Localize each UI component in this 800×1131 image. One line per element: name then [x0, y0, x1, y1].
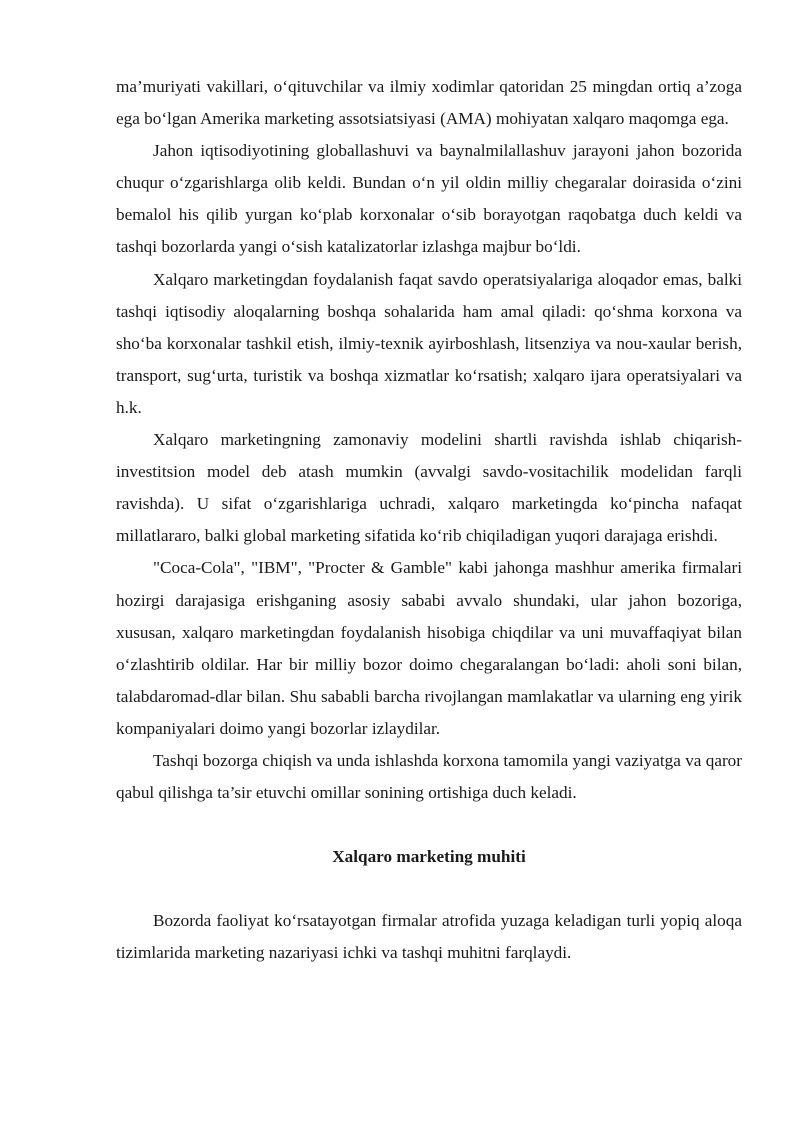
paragraph-american-firms: "Coca-Cola", "IBM", "Procter & Gamble" kabi jahonga mashhur amerika firmalari hozirgi darajasiga erishganing asosiy sababi avvalo shundaki, ular jahon bozoriga, xususan, xalqaro marketingdan foydalanish hisobiga chiqdilar va uni muvaffaqiyat bilan o‘zlashtirib oldilar. Har bir milliy bozor doimo chegaralangan bo‘ladi: aholi soni bilan, talabdaromad-dlar bilan. Shu sababli barcha rivojlangan mamlakatlar va ularning eng yirik kompaniyalari doimo yangi bozorlar izlaydilar. [116, 558, 742, 738]
paragraph-international-marketing-use: Xalqaro marketingdan foydalanish faqat savdo operatsiyalariga aloqador emas, balki tashqi iqtisodiy aloqalarning boshqa sohalarida ham amal qiladi: qo‘shma korxona va sho‘ba korxonalar tashkil etish, ilmiy-texnik ayirboshlash, litsenziya va nou-xaular berish, transport, sug‘urta, turistik va boshqa xizmatlar ko‘rsatish; xalqaro ijara operatsiyalari va h.k. [116, 269, 742, 417]
section-heading: Xalqaro marketing muhiti [332, 847, 526, 867]
paragraph-continuation: ma’muriyati vakillari, o‘qituvchilar va ilmiy xodimlar qatoridan 25 mingdan ortiq a’zoga ega bo‘lgan Amerika marketing assotsiatsiyasi (AMA) mohiyatan xalqaro maqomga ega. [116, 77, 742, 129]
paragraph-foreign-market-entry: Tashqi bozorga chiqish va unda ishlashda korxona tamomila yangi vaziyatga va qaror qabul qilishga ta’sir etuvchi omillar sonining ortishiga duch keladi. [116, 750, 742, 803]
paragraph-modern-model: Xalqaro marketingning zamonaviy modelini shartli ravishda ishlab chiqarish-investitsion model deb atash mumkin (avvalgi savdo-vositachilik modelidan farqli ravishda). U sifat o‘zgarishlariga uchradi, xalqaro marketingda ko‘pincha nafaqat millatlararo, balki global marketing sifatida ko‘rib chiqiladigan yuqori darajaga erishdi. [116, 430, 742, 546]
paragraph-globalization: Jahon iqtisodiyotining globallashuvi va baynalmilallashuv jarayoni jahon bozorida chuqur o‘zgarishlarga olib keldi. Bundan o‘n yil oldin milliy chegaralar doirasida o‘zini bemalol his qilib yurgan ko‘plab korxonalar o‘sib borayotgan raqobatga duch keldi va tashqi bozorlarda yangi o‘sish katalizatorlar izlashga majbur bo‘ldi. [116, 141, 742, 257]
document-body [116, 71, 742, 969]
paragraph-environment: Bozorda faoliyat ko‘rsatayotgan firmalar atrofida yuzaga keladigan turli yopiq aloqa tizimlarida marketing nazariyasi ichki va tashqi muhitni farqlaydi. [116, 911, 742, 963]
